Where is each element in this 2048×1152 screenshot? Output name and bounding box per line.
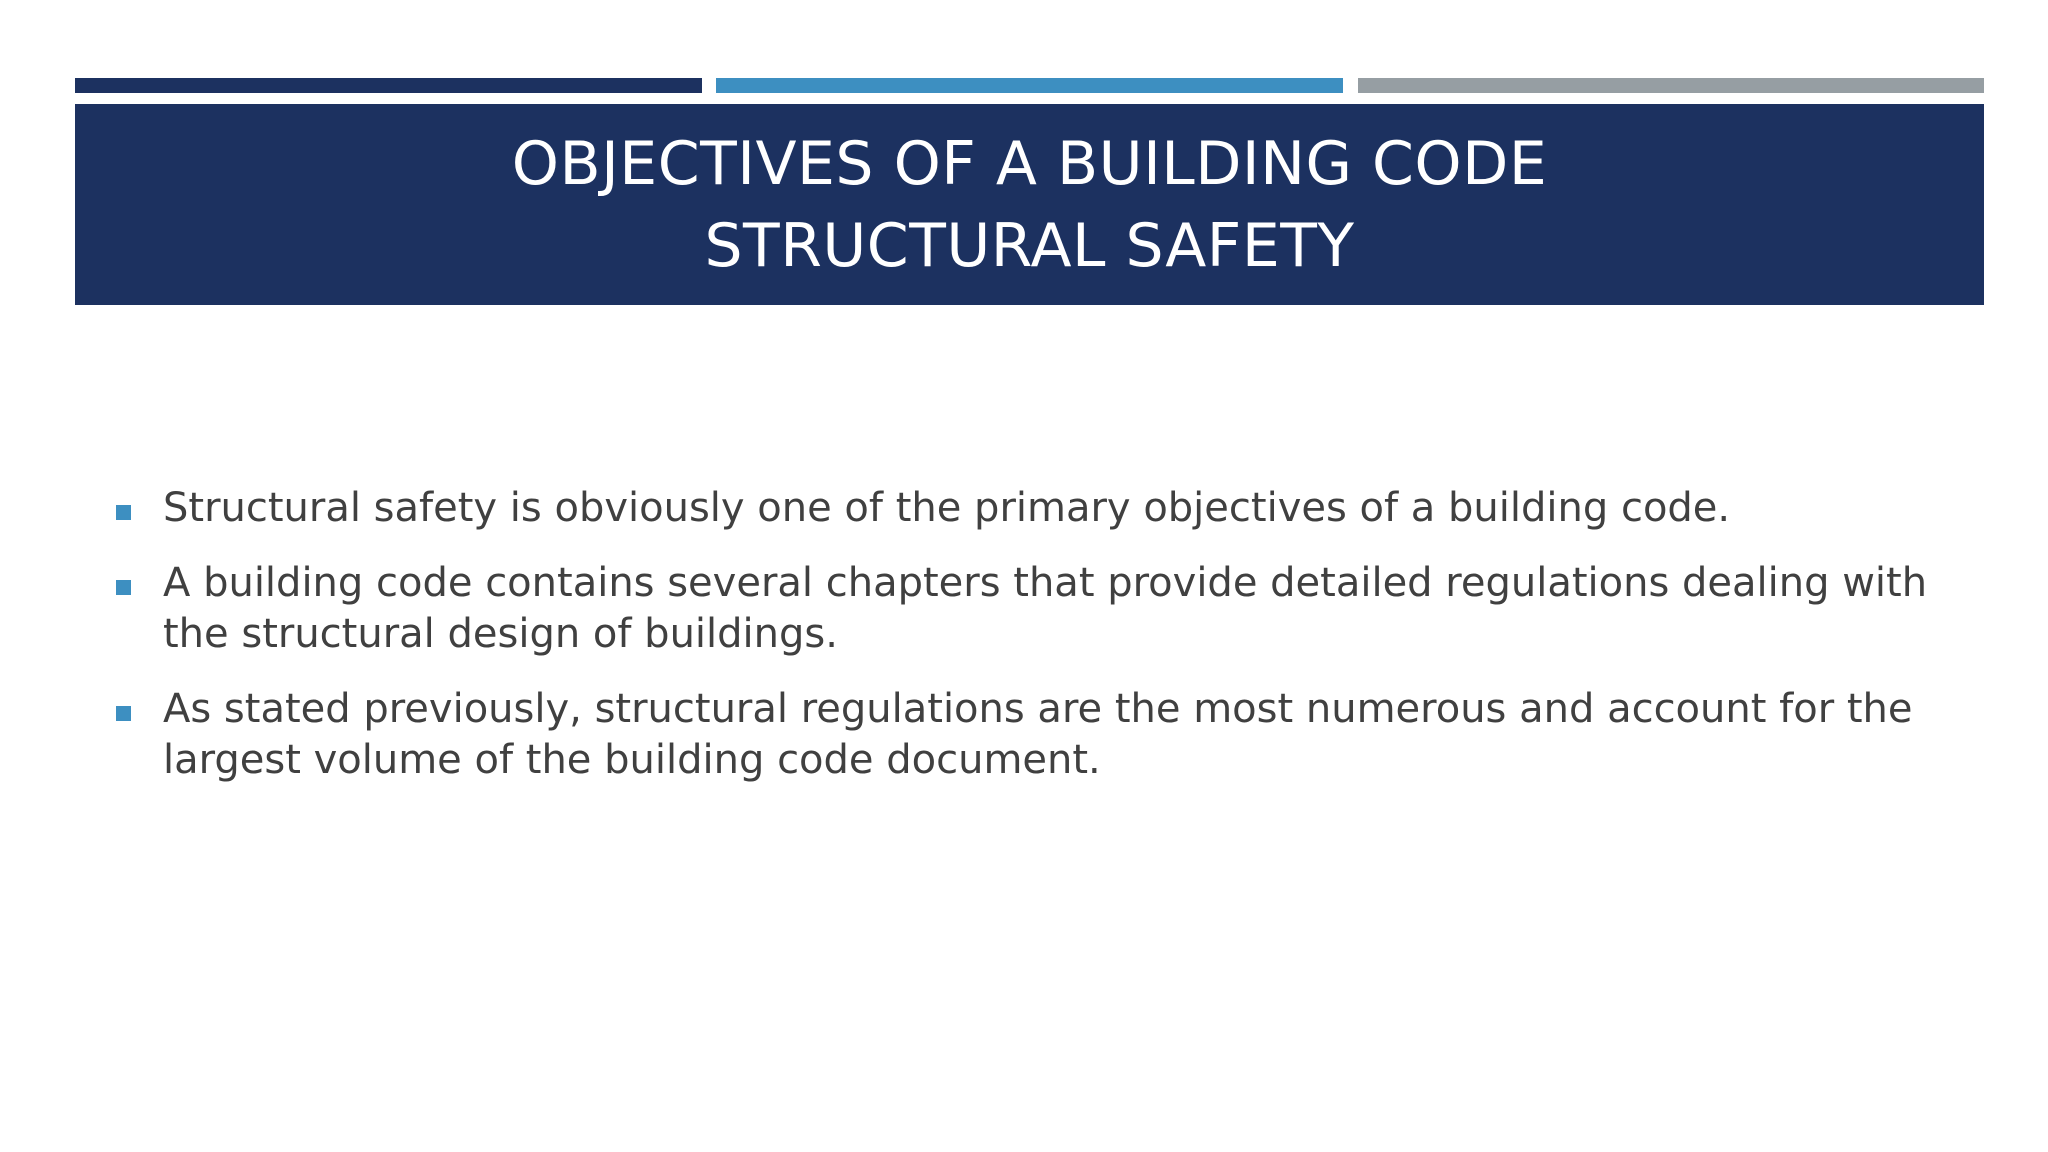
bullet-text-3: As stated previously, structural regulations are the most numerous and account for the largest volume of the building code document. <box>163 686 1913 783</box>
bullet-item-3 <box>114 684 1984 786</box>
accent-bar-gray <box>1358 78 1984 93</box>
bullet-text-2: A building code contains several chapters that provide detailed regulations dealing with the structural design of buildings. <box>163 560 1928 657</box>
bullet-item-1 <box>114 483 1984 534</box>
title-band <box>75 104 1984 305</box>
square-bullet-icon <box>116 505 131 520</box>
bullet-text-1: Structural safety is obviously one of the primary objectives of a building code. <box>163 485 1731 531</box>
slide-title-line-1: OBJECTIVES OF A BUILDING CODE <box>511 128 1548 199</box>
accent-bar-blue <box>716 78 1343 93</box>
bullet-item-2 <box>114 558 1984 660</box>
accent-bar-navy <box>75 78 702 93</box>
square-bullet-icon <box>116 706 131 721</box>
slide-title-line-2: STRUCTURAL SAFETY <box>704 210 1355 281</box>
square-bullet-icon <box>116 580 131 595</box>
bullet-list <box>114 483 1984 810</box>
